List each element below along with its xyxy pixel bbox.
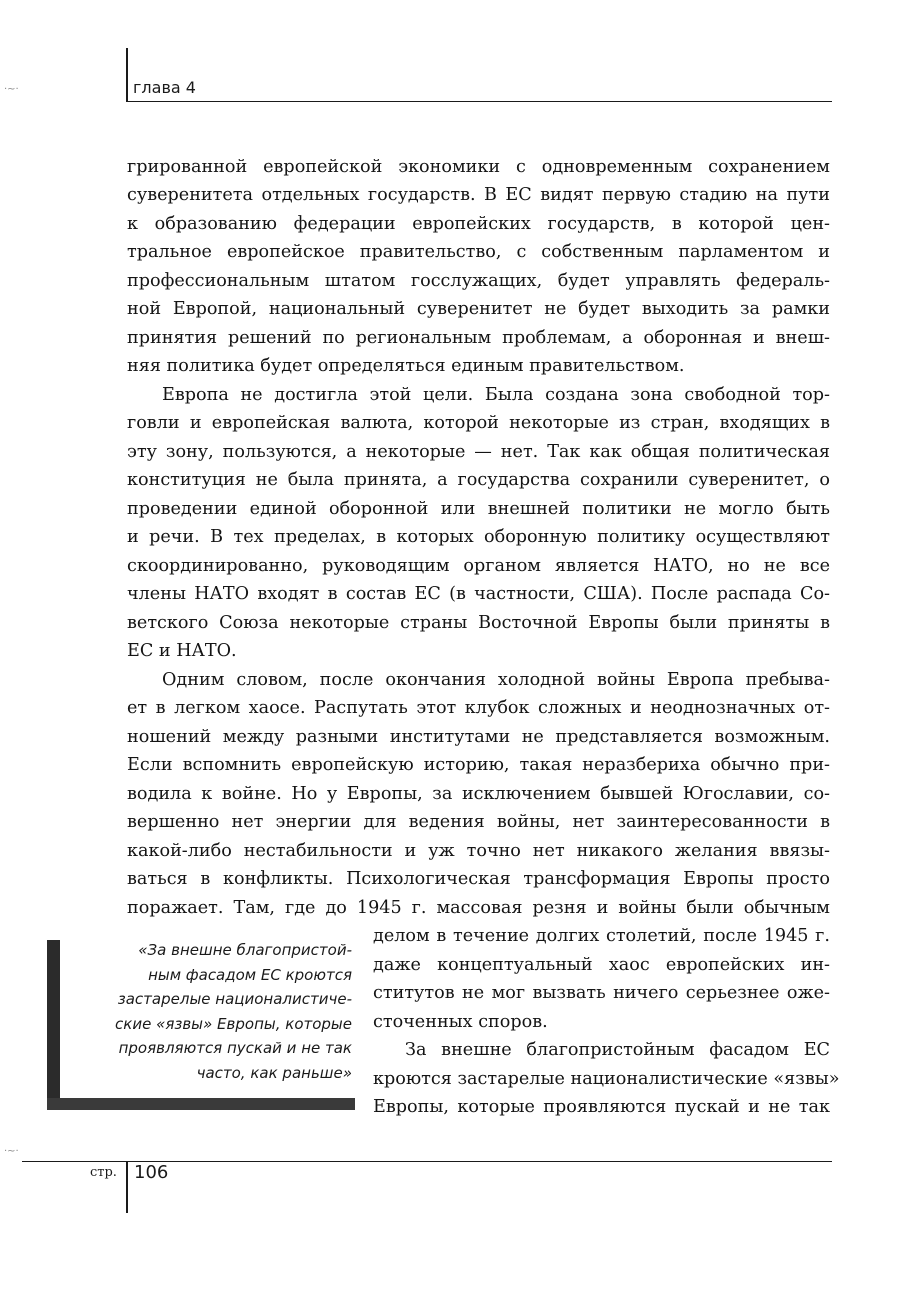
text-line: говли и европейская валюта, которой некоторые из стран, входящих в xyxy=(127,413,830,433)
text-line: Европа не достигла этой цели. Была создана зона свободной тор- xyxy=(162,385,830,405)
text-line: проведении единой оборонной или внешней политики не могло быть xyxy=(127,499,830,519)
text-line: даже концептуальный хаос европейских ин- xyxy=(373,955,830,975)
text-line: ститутов не мог вызвать ничего серьезнее оже- xyxy=(373,983,830,1003)
text-line: ветского Союза некоторые страны Восточной Европы были приняты в xyxy=(127,613,830,633)
text-line: ЕС и НАТО. xyxy=(127,641,237,661)
text-line: конституция не была принята, а государства сохранили суверенитет, о xyxy=(127,470,830,490)
text-line: грированной европейской экономики с одновременным сохранением xyxy=(127,157,830,177)
pull-quote-bar xyxy=(47,940,60,1108)
text-line: скоординированно, руководящим органом является НАТО, но не все xyxy=(127,556,830,576)
text-line: принятия решений по региональным проблемам, а оборонная и внеш- xyxy=(127,328,830,348)
page-number: 106 xyxy=(134,1162,169,1183)
page-label: стр. xyxy=(90,1165,117,1180)
text-line: вершенно нет энергии для ведения войны, нет заинтересованности в xyxy=(127,812,830,832)
text-line: водила к войне. Но у Европы, за исключением бывшей Югославии, со- xyxy=(127,784,830,804)
text-line: делом в течение долгих столетий, после 1945 г. xyxy=(373,926,830,946)
text-line: суверенитета отдельных государств. В ЕС видят первую стадию на пути xyxy=(127,185,830,205)
text-line: члены НАТО входят в состав ЕС (в частности, США). После распада Со- xyxy=(127,584,830,604)
text-line: тральное европейское правительство, с собственным парламентом и xyxy=(127,242,830,262)
pull-quote-line: застарелые националистиче- xyxy=(117,990,352,1008)
pull-quote-line: ские «язвы» Европы, которые xyxy=(115,1014,352,1033)
header-vertical-rule xyxy=(126,48,128,102)
text-line: поражает. Там, где до 1945 г. массовая резня и войны были обычным xyxy=(127,898,830,918)
text-line: ношений между разными институтами не представляется возможным. xyxy=(127,727,830,747)
text-line: и речи. В тех пределах, в которых оборонную политику осуществляют xyxy=(127,527,830,547)
scan-mark: ·~· xyxy=(4,1146,19,1157)
text-line: профессиональным штатом госслужащих, будет управлять федераль- xyxy=(127,271,830,291)
text-line: сточенных споров. xyxy=(373,1012,548,1032)
header-rule xyxy=(126,101,832,102)
text-line: эту зону, пользуются, а некоторые — нет. Так как общая политическая xyxy=(127,442,830,462)
pull-quote-line: часто, как раньше» xyxy=(196,1063,352,1082)
pull-quote-line: «За внешне благопристой- xyxy=(138,941,352,959)
text-line: какой-либо нестабильности и уж точно нет никакого желания ввязы- xyxy=(127,841,830,861)
pull-quote xyxy=(66,938,352,1085)
text-line: к образованию федерации европейских государств, в которой цен- xyxy=(127,214,830,234)
text-line: няя политика будет определяться единым правительством. xyxy=(127,356,685,376)
text-line: Европы, которые проявляются пускай и не так xyxy=(373,1097,830,1117)
footer-vertical-rule xyxy=(126,1161,128,1213)
text-line: Одним словом, после окончания холодной войны Европа пребыва- xyxy=(162,670,830,690)
pull-quote-line: ным фасадом ЕС кроются xyxy=(148,965,352,984)
scan-mark: ·~· xyxy=(4,84,19,95)
chapter-title: глава 4 xyxy=(133,78,196,97)
pull-quote-line: проявляются пускай и не так xyxy=(118,1039,352,1057)
text-line: Если вспомнить европейскую историю, такая неразбериха обычно при- xyxy=(127,755,830,775)
text-line: ваться в конфликты. Психологическая трансформация Европы просто xyxy=(127,869,830,889)
text-line: За внешне благопристойным фасадом ЕС xyxy=(405,1040,830,1060)
pull-quote-bottom-bar xyxy=(47,1098,355,1110)
text-line: ет в легком хаосе. Распутать этот клубок сложных и неоднозначных от- xyxy=(127,698,830,718)
text-line: кроются застарелые националистические «язвы» xyxy=(373,1069,840,1089)
text-line: ной Европой, национальный суверенитет не будет выходить за рамки xyxy=(127,299,830,319)
